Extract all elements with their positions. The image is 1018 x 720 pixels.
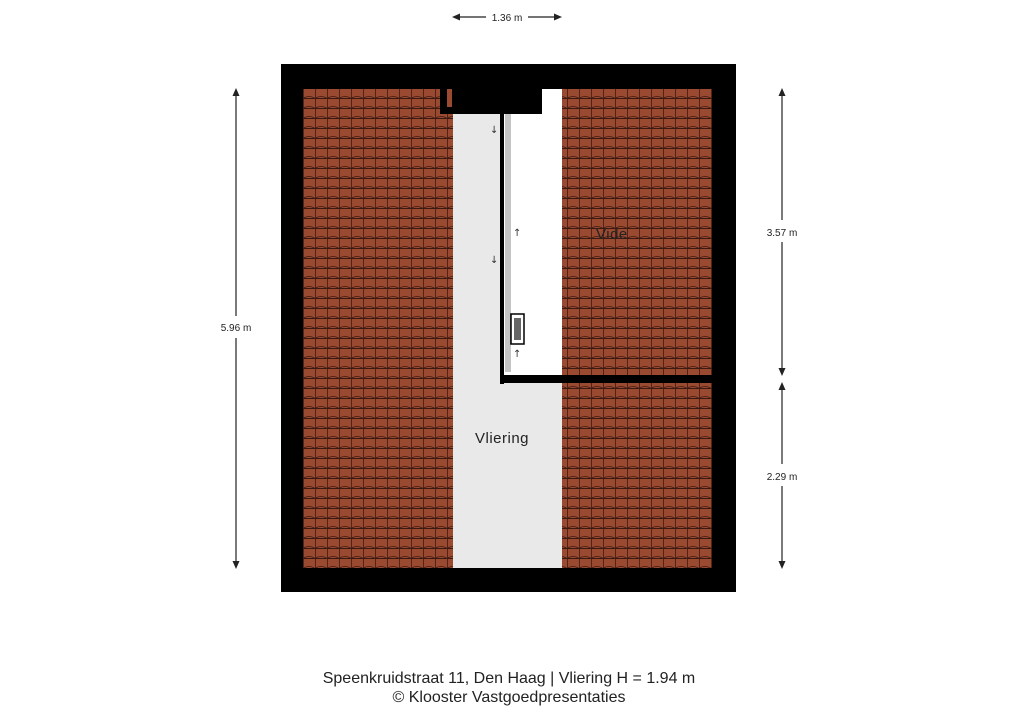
- dimension-right-lower: [767, 382, 798, 569]
- roof-hatch: [511, 314, 524, 344]
- dimension-left: [221, 88, 252, 569]
- caption-copyright: © Klooster Vastgoedpresentaties: [392, 689, 626, 706]
- stair-arrow-up-2: ↑: [513, 349, 522, 360]
- dimension-right-lower-label: 2.29 m: [766, 472, 798, 483]
- roof-tiles-right-upper: [562, 89, 712, 375]
- room-label-vliering: Vliering: [475, 430, 530, 447]
- stair-arrow-down-2: ↓: [490, 255, 499, 266]
- stair-arrow-up-1: ↑: [513, 228, 522, 239]
- caption-address: Speenkruidstraat 11, Den Haag | Vliering H = 1.94 m: [322, 670, 696, 687]
- inner-wall-horizontal: [500, 375, 712, 383]
- roof-tiles-right-lower: [562, 383, 712, 568]
- dimension-right-upper: [767, 88, 798, 376]
- roof-tiles-left: [303, 89, 453, 568]
- room-label-vide: Vide: [596, 226, 628, 243]
- chimney-block: [440, 86, 542, 114]
- dimension-left-label: 5.96 m: [220, 323, 252, 334]
- dimension-top: [452, 13, 562, 24]
- stair-arrow-down-1: ↓: [490, 125, 499, 136]
- inner-wall-vertical: [500, 114, 504, 384]
- dimension-right-upper-label: 3.57 m: [766, 228, 798, 239]
- dimension-top-label: 1.36 m: [491, 13, 523, 24]
